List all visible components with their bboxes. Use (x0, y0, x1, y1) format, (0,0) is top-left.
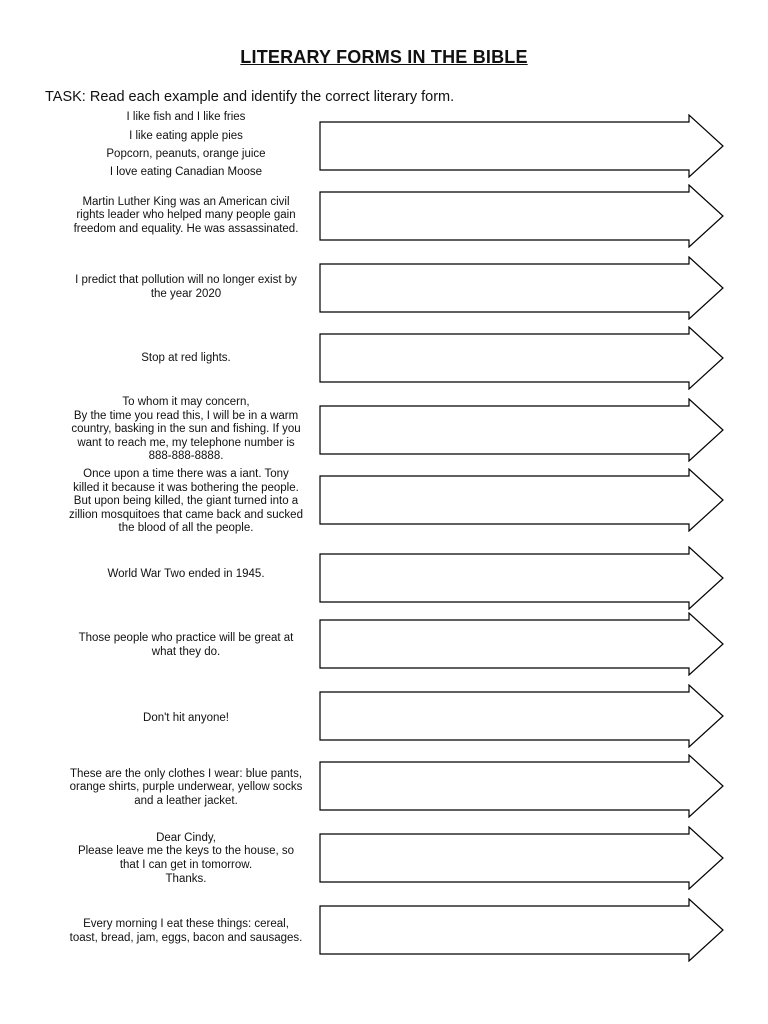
arrow-right-icon (318, 326, 726, 390)
example-text (55, 109, 317, 181)
example-line: I predict that pollution will no longer exist by (75, 274, 297, 287)
example-line: killed it because it was bothering the people. (73, 481, 299, 494)
example-line: Every morning I eat these things: cereal, (83, 918, 289, 931)
arrow-right-icon (318, 754, 726, 818)
answer-arrow-box[interactable] (318, 546, 726, 610)
example-line: what they do. (151, 646, 221, 658)
answer-arrow-box[interactable] (318, 398, 726, 462)
example-line: Thanks. (165, 872, 207, 885)
example-line: Those people who practice will be great at (78, 632, 294, 645)
example-line: I love eating Canadian Moose (109, 166, 263, 179)
answer-arrow-box[interactable] (318, 826, 726, 890)
answer-arrow-box[interactable] (318, 326, 726, 390)
arrow-shape (320, 327, 723, 389)
arrow-right-icon (318, 546, 726, 610)
example-line: Don't hit anyone! (143, 712, 229, 725)
example-text (55, 564, 317, 586)
answer-arrow-box[interactable] (318, 684, 726, 748)
arrow-right-icon (318, 612, 726, 676)
example-text (55, 190, 317, 242)
example-text (55, 914, 317, 950)
example-line: that I can get in tomorrow. (119, 859, 253, 871)
example-text (55, 764, 317, 812)
worksheet-title: LITERARY FORMS IN THE BIBLE (240, 47, 528, 67)
example-line: World War Two ended in 1945. (107, 568, 265, 581)
example-line: the blood of all the people. (118, 522, 254, 535)
arrow-right-icon (318, 398, 726, 462)
example-text (55, 828, 317, 890)
example-text (55, 466, 317, 538)
example-line: Stop at red lights. (141, 352, 231, 365)
arrow-right-icon (318, 684, 726, 748)
arrow-shape (320, 399, 723, 461)
example-line: toast, bread, jam, eggs, bacon and sausages. (69, 932, 303, 944)
example-line: rights leader who helped many people gain (76, 209, 296, 222)
arrow-right-icon (318, 256, 726, 320)
example-line: country, basking in the sun and fishing. If you (71, 423, 301, 436)
example-line: orange shirts, purple underwear, yellow socks (69, 781, 303, 794)
answer-arrow-box[interactable] (318, 754, 726, 818)
example-line: But upon being killed, the giant turned into a (73, 495, 299, 508)
arrow-right-icon (318, 898, 726, 962)
arrow-shape (320, 755, 723, 817)
arrow-right-icon (318, 114, 726, 178)
example-text (55, 270, 317, 306)
example-line: freedom and equality. He was assassinated. (73, 222, 299, 235)
example-line: 888-888-8888. (148, 450, 224, 463)
example-line: Please leave me the keys to the house, so (77, 845, 295, 858)
answer-arrow-box[interactable] (318, 184, 726, 248)
answer-arrow-box[interactable] (318, 898, 726, 962)
example-line: want to reach me, my telephone number is (77, 436, 295, 449)
arrow-shape (320, 115, 723, 177)
example-line: the year 2020 (150, 288, 222, 300)
arrow-shape (320, 827, 723, 889)
example-line: Dear Cindy, (156, 831, 216, 844)
arrow-shape (320, 547, 723, 609)
example-text (55, 708, 317, 730)
answer-arrow-box[interactable] (318, 468, 726, 532)
example-line: Popcorn, peanuts, orange juice (106, 148, 266, 160)
arrow-right-icon (318, 826, 726, 890)
task-instruction: TASK: Read each example and identify the correct literary form. (45, 89, 455, 105)
example-line: Once upon a time there was a iant. Tony (83, 468, 289, 481)
example-line: I like fish and I like fries (126, 111, 246, 124)
arrow-shape (320, 257, 723, 319)
arrow-shape (320, 613, 723, 675)
answer-arrow-box[interactable] (318, 256, 726, 320)
arrow-shape (320, 185, 723, 247)
arrow-right-icon (318, 184, 726, 248)
arrow-shape (320, 469, 723, 531)
example-line: These are the only clothes I wear: blue pants, (69, 767, 303, 780)
example-line: I like eating apple pies (129, 129, 243, 142)
answer-arrow-box[interactable] (318, 612, 726, 676)
example-text (55, 628, 317, 664)
example-line: Martin Luther King was an American civil (82, 195, 290, 208)
example-line: and a leather jacket. (134, 794, 238, 807)
arrow-shape (320, 685, 723, 747)
example-line: zillion mosquitoes that came back and sucked (69, 508, 303, 521)
arrow-shape (320, 899, 723, 961)
answer-arrow-box[interactable] (318, 114, 726, 178)
example-line: To whom it may concern, (122, 396, 250, 409)
example-text (55, 396, 317, 464)
example-text (55, 348, 317, 370)
example-line: By the time you read this, I will be in a warm (73, 409, 299, 422)
arrow-right-icon (318, 468, 726, 532)
